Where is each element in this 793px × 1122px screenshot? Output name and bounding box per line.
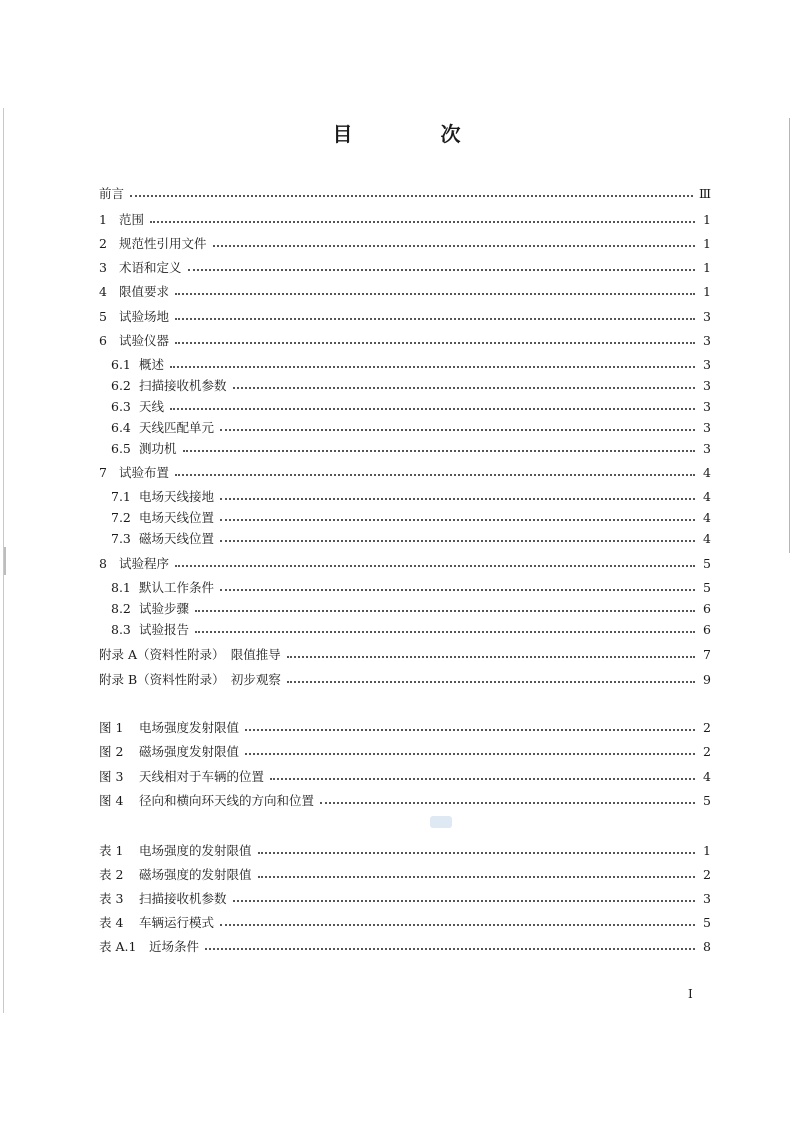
toc-entry-number: 6.1 xyxy=(111,357,131,372)
toc-entry-6-2[interactable] xyxy=(111,376,711,396)
toc-leader xyxy=(233,387,695,389)
toc-entry-label: 试验步骤 xyxy=(139,601,190,616)
toc-table-label: 磁场强度的发射限值 xyxy=(139,867,252,882)
toc-entry-page: Ⅲ xyxy=(698,186,711,201)
toc-leader xyxy=(220,540,695,542)
toc-leader xyxy=(205,948,695,950)
toc-entry-label: 试验场地 xyxy=(119,309,170,324)
toc-entry-2[interactable] xyxy=(99,234,711,254)
scan-edge-right xyxy=(789,118,790,553)
toc-entry-number: 8.1 xyxy=(111,580,131,595)
toc-table-number: 表 1 xyxy=(99,843,124,858)
toc-table-page: 8 xyxy=(703,939,711,954)
toc-entry-page: 6 xyxy=(703,601,711,616)
toc-entry-page: 7 xyxy=(703,647,711,662)
toc-table-page: 3 xyxy=(703,891,711,906)
toc-table-a1[interactable] xyxy=(99,937,711,957)
scan-edge-mark xyxy=(4,547,6,575)
toc-entry-3[interactable] xyxy=(99,258,711,278)
toc-leader xyxy=(170,366,695,368)
toc-leader xyxy=(258,876,695,878)
toc-entry-8[interactable] xyxy=(99,554,711,574)
toc-figure-2[interactable] xyxy=(99,742,711,762)
toc-entry-5[interactable] xyxy=(99,307,711,327)
toc-entry-7-3[interactable] xyxy=(111,529,711,549)
toc-entry-foreword[interactable] xyxy=(99,184,711,204)
toc-entry-label: 范围 xyxy=(119,212,145,227)
toc-table-3[interactable] xyxy=(99,889,711,909)
toc-entry-number: 6.3 xyxy=(111,399,131,414)
toc-entry-page: 1 xyxy=(703,260,711,275)
toc-entry-label: 天线 xyxy=(139,399,165,414)
toc-table-label: 近场条件 xyxy=(149,939,200,954)
toc-entry-number: 3 xyxy=(99,260,107,275)
toc-leader xyxy=(220,924,695,926)
toc-leader xyxy=(130,195,693,197)
toc-entry-page: 3 xyxy=(703,441,711,456)
toc-entry-page: 5 xyxy=(703,556,711,571)
toc-entry-label: 附录 A（资料性附录） 限值推导 xyxy=(99,647,281,662)
toc-leader xyxy=(175,293,695,295)
toc-table-1[interactable] xyxy=(99,841,711,861)
toc-entry-page: 3 xyxy=(703,333,711,348)
toc-figure-1[interactable] xyxy=(99,718,711,738)
toc-entry-number: 6.4 xyxy=(111,420,131,435)
toc-table-2[interactable] xyxy=(99,865,711,885)
toc-figure-number: 图 2 xyxy=(99,744,124,759)
toc-leader xyxy=(245,753,695,755)
toc-entry-page: 3 xyxy=(703,378,711,393)
toc-entry-6-4[interactable] xyxy=(111,418,711,438)
toc-entry-number: 7 xyxy=(99,465,107,480)
toc-entry-label: 概述 xyxy=(139,357,165,372)
toc-table-page: 5 xyxy=(703,915,711,930)
toc-figure-number: 图 3 xyxy=(99,769,124,784)
toc-entry-label: 试验仪器 xyxy=(119,333,170,348)
toc-figure-page: 2 xyxy=(703,744,711,759)
toc-entry-number: 7.1 xyxy=(111,489,131,504)
scan-watermark-mark xyxy=(430,816,452,828)
toc-entry-label: 电场天线位置 xyxy=(139,510,215,525)
toc-entry-label: 天线匹配单元 xyxy=(139,420,215,435)
toc-entry-label: 试验报告 xyxy=(139,622,190,637)
toc-leader xyxy=(175,565,695,567)
toc-entry-6-5[interactable] xyxy=(111,439,711,459)
toc-entry-6[interactable] xyxy=(99,331,711,351)
toc-entry-6-1[interactable] xyxy=(111,355,711,375)
toc-entry-number: 6.2 xyxy=(111,378,131,393)
toc-leader xyxy=(220,589,695,591)
toc-leader xyxy=(150,221,695,223)
toc-entry-8-2[interactable] xyxy=(111,599,711,619)
toc-leader xyxy=(175,474,695,476)
toc-entry-page: 6 xyxy=(703,622,711,637)
toc-entry-7[interactable] xyxy=(99,463,711,483)
toc-figure-label: 电场强度发射限值 xyxy=(139,720,240,735)
toc-entry-page: 4 xyxy=(703,465,711,480)
toc-entry-label: 测功机 xyxy=(139,441,177,456)
toc-entry-label: 限值要求 xyxy=(119,284,170,299)
toc-leader xyxy=(258,852,695,854)
toc-figure-label: 天线相对于车辆的位置 xyxy=(139,769,265,784)
toc-entry-7-2[interactable] xyxy=(111,508,711,528)
toc-entry-label: 电场天线接地 xyxy=(139,489,215,504)
toc-entry-number: 8.2 xyxy=(111,601,131,616)
toc-entry-label: 磁场天线位置 xyxy=(139,531,215,546)
toc-table-number: 表 A.1 xyxy=(99,939,137,954)
toc-entry-page: 9 xyxy=(703,672,711,687)
toc-entry-7-1[interactable] xyxy=(111,487,711,507)
toc-leader xyxy=(195,631,695,633)
toc-entry-label: 术语和定义 xyxy=(119,260,182,275)
toc-figure-page: 4 xyxy=(703,769,711,784)
toc-table-number: 表 2 xyxy=(99,867,124,882)
toc-entry-number: 5 xyxy=(99,309,107,324)
toc-leader xyxy=(287,681,695,683)
toc-leader xyxy=(213,245,695,247)
toc-entry-number: 7.2 xyxy=(111,510,131,525)
toc-leader xyxy=(183,450,695,452)
toc-table-number: 表 3 xyxy=(99,891,124,906)
toc-entry-6-3[interactable] xyxy=(111,397,711,417)
toc-entry-number: 4 xyxy=(99,284,107,299)
toc-entry-page: 1 xyxy=(703,212,711,227)
toc-leader xyxy=(175,342,695,344)
toc-figure-number: 图 1 xyxy=(99,720,124,735)
toc-entry-label: 默认工作条件 xyxy=(139,580,215,595)
toc-entry-8-3[interactable] xyxy=(111,620,711,640)
toc-figure-number: 图 4 xyxy=(99,793,124,808)
toc-entry-number: 7.3 xyxy=(111,531,131,546)
toc-entry-page: 3 xyxy=(703,399,711,414)
toc-table-label: 电场强度的发射限值 xyxy=(139,843,252,858)
toc-entry-label: 试验布置 xyxy=(119,465,170,480)
toc-entry-annex-b[interactable] xyxy=(99,670,711,690)
toc-leader xyxy=(233,900,695,902)
toc-figure-label: 磁场强度发射限值 xyxy=(139,744,240,759)
toc-leader xyxy=(245,729,695,731)
toc-figure-page: 5 xyxy=(703,793,711,808)
toc-figure-label: 径向和横向环天线的方向和位置 xyxy=(139,793,315,808)
toc-figure-3[interactable] xyxy=(99,767,711,787)
toc-table-number: 表 4 xyxy=(99,915,124,930)
toc-leader xyxy=(170,408,695,410)
toc-leader xyxy=(195,610,695,612)
toc-table-label: 车辆运行模式 xyxy=(139,915,215,930)
toc-entry-page: 3 xyxy=(703,420,711,435)
toc-entry-number: 1 xyxy=(99,212,107,227)
toc-leader xyxy=(175,318,695,320)
toc-entry-number: 6.5 xyxy=(111,441,131,456)
toc-table-page: 1 xyxy=(703,843,711,858)
toc-entry-page: 5 xyxy=(703,580,711,595)
toc-figure-4[interactable] xyxy=(99,791,711,811)
toc-entry-number: 6 xyxy=(99,333,107,348)
toc-entry-annex-a[interactable] xyxy=(99,645,711,665)
toc-entry-number: 8 xyxy=(99,556,107,571)
toc-entry-page: 1 xyxy=(703,236,711,251)
toc-table-4[interactable] xyxy=(99,913,711,933)
toc-table-page: 2 xyxy=(703,867,711,882)
toc-leader xyxy=(270,778,695,780)
toc-entry-8-1[interactable] xyxy=(111,578,711,598)
toc-leader xyxy=(320,802,695,804)
toc-entry-page: 1 xyxy=(703,284,711,299)
toc-entry-label: 规范性引用文件 xyxy=(119,236,207,251)
toc-entry-label: 扫描接收机参数 xyxy=(139,378,227,393)
toc-entry-number: 2 xyxy=(99,236,107,251)
toc-entry-page: 4 xyxy=(703,510,711,525)
toc-leader xyxy=(220,519,695,521)
toc-entry-1[interactable] xyxy=(99,210,711,230)
toc-entry-page: 3 xyxy=(703,357,711,372)
page-title: 目 次 xyxy=(332,122,495,146)
toc-entry-page: 3 xyxy=(703,309,711,324)
toc-entry-label: 前言 xyxy=(99,186,125,201)
toc-entry-label: 附录 B（资料性附录） 初步观察 xyxy=(99,672,281,687)
toc-entry-label: 试验程序 xyxy=(119,556,170,571)
toc-entry-4[interactable] xyxy=(99,282,711,302)
toc-figure-page: 2 xyxy=(703,720,711,735)
toc-table-label: 扫描接收机参数 xyxy=(139,891,227,906)
toc-leader xyxy=(220,429,695,431)
toc-leader xyxy=(287,656,695,658)
toc-leader xyxy=(188,269,695,271)
toc-entry-page: 4 xyxy=(703,489,711,504)
toc-entry-number: 8.3 xyxy=(111,622,131,637)
toc-entry-page: 4 xyxy=(703,531,711,546)
page-number: I xyxy=(688,987,693,1001)
toc-leader xyxy=(220,498,695,500)
